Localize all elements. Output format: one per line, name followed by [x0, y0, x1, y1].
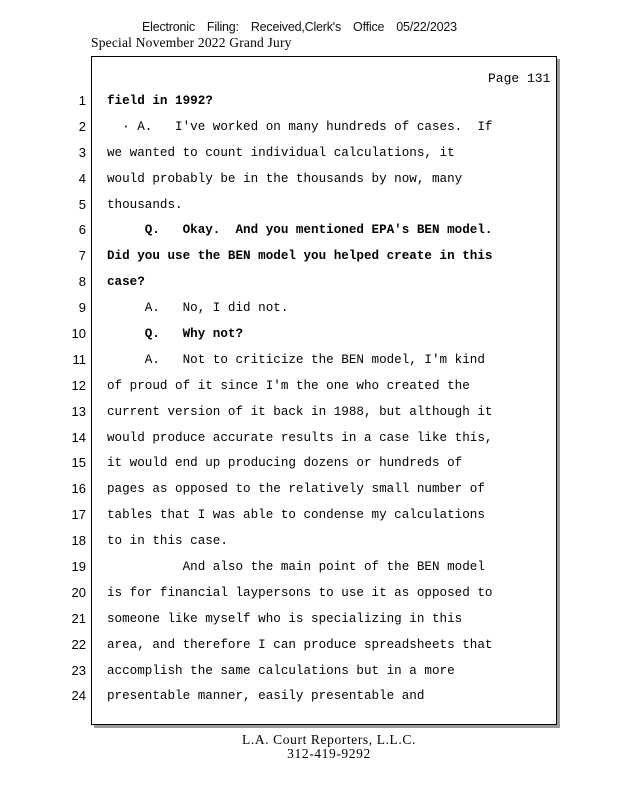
- transcript-line: area, and therefore I can produce spreadsheets that: [107, 637, 493, 652]
- line-number: 4: [78, 170, 86, 186]
- transcript-line: Q. Why not?: [107, 327, 244, 342]
- transcript-line: someone like myself who is specializing in this: [107, 611, 463, 626]
- transcript-line: pages as opposed to the relatively small number of: [107, 482, 485, 497]
- stamp-received: Received,Clerk's: [250, 20, 342, 34]
- line-number: 17: [71, 507, 86, 523]
- transcript-line: tables that I was able to condense my calculations: [107, 508, 485, 523]
- transcript-line: current version of it back in 1988, but although it: [107, 404, 493, 419]
- line-number: 11: [72, 351, 86, 367]
- transcript-line: A. No, I did not.: [107, 301, 289, 316]
- line-number: 18: [71, 533, 86, 549]
- line-number: 21: [71, 610, 86, 626]
- transcript-line: it would end up producing dozens or hundreds of: [107, 456, 463, 471]
- transcript-line: to in this case.: [107, 534, 228, 549]
- stamp-type: Electronic: [142, 20, 195, 34]
- line-number: 10: [71, 326, 86, 342]
- transcript-line: Did you use the BEN model you helped create in this: [107, 249, 493, 264]
- footer-company: L.A. Court Reporters, L.L.C.: [242, 732, 416, 747]
- transcript-line: we wanted to count individual calculations, it: [107, 145, 455, 160]
- line-number: 5: [78, 196, 86, 212]
- line-number: 24: [71, 688, 86, 704]
- line-number: 2: [78, 118, 86, 134]
- line-number: 14: [71, 429, 86, 445]
- transcript-line: presentable manner, easily presentable and: [107, 689, 425, 704]
- stamp-office: Office: [353, 20, 385, 34]
- line-number: 15: [71, 455, 86, 471]
- transcript-line: And also the main point of the BEN model: [107, 560, 485, 575]
- transcript-line: field in 1992?: [107, 94, 213, 108]
- footer-phone: 312-419-9292: [287, 746, 371, 761]
- transcript-line: Q. Okay. And you mentioned EPA's BEN model.: [107, 223, 493, 238]
- transcript-line: would produce accurate results in a case like this,: [107, 430, 493, 445]
- line-number: 16: [71, 481, 86, 497]
- line-number: 7: [78, 248, 86, 264]
- stamp-filing: Filing:: [206, 20, 239, 34]
- page-label: Page 131: [488, 71, 551, 86]
- footer: [0, 733, 618, 761]
- line-number: 20: [71, 584, 86, 600]
- transcript-line: A. Not to criticize the BEN model, I'm kind: [107, 352, 485, 367]
- line-number: 6: [78, 222, 86, 238]
- line-number: 13: [71, 403, 86, 419]
- transcript-line: thousands.: [107, 197, 183, 212]
- transcript-line: · A. I've worked on many hundreds of cases. If: [107, 119, 493, 134]
- line-numbers: [60, 91, 86, 712]
- line-number: 8: [78, 274, 86, 290]
- line-number: 9: [78, 300, 86, 316]
- line-number: 19: [71, 559, 86, 575]
- transcript-line: of proud of it since I'm the one who created the: [107, 378, 470, 393]
- filing-stamp: [142, 20, 457, 34]
- transcript-line: is for financial laypersons to use it as opposed to: [107, 585, 493, 600]
- transcript-lines: [107, 91, 553, 712]
- stamp-date: 05/22/2023: [396, 20, 457, 34]
- line-number: 22: [71, 636, 86, 652]
- transcript-line: case?: [107, 275, 145, 290]
- line-number: 3: [78, 144, 86, 160]
- line-number: 23: [71, 662, 86, 678]
- line-number: 1: [78, 93, 86, 108]
- transcript-line: accomplish the same calculations but in a more: [107, 663, 455, 678]
- transcript-line: would probably be in the thousands by now, many: [107, 171, 463, 186]
- header-title: Special November 2022 Grand Jury: [91, 35, 292, 50]
- line-number: 12: [71, 377, 86, 393]
